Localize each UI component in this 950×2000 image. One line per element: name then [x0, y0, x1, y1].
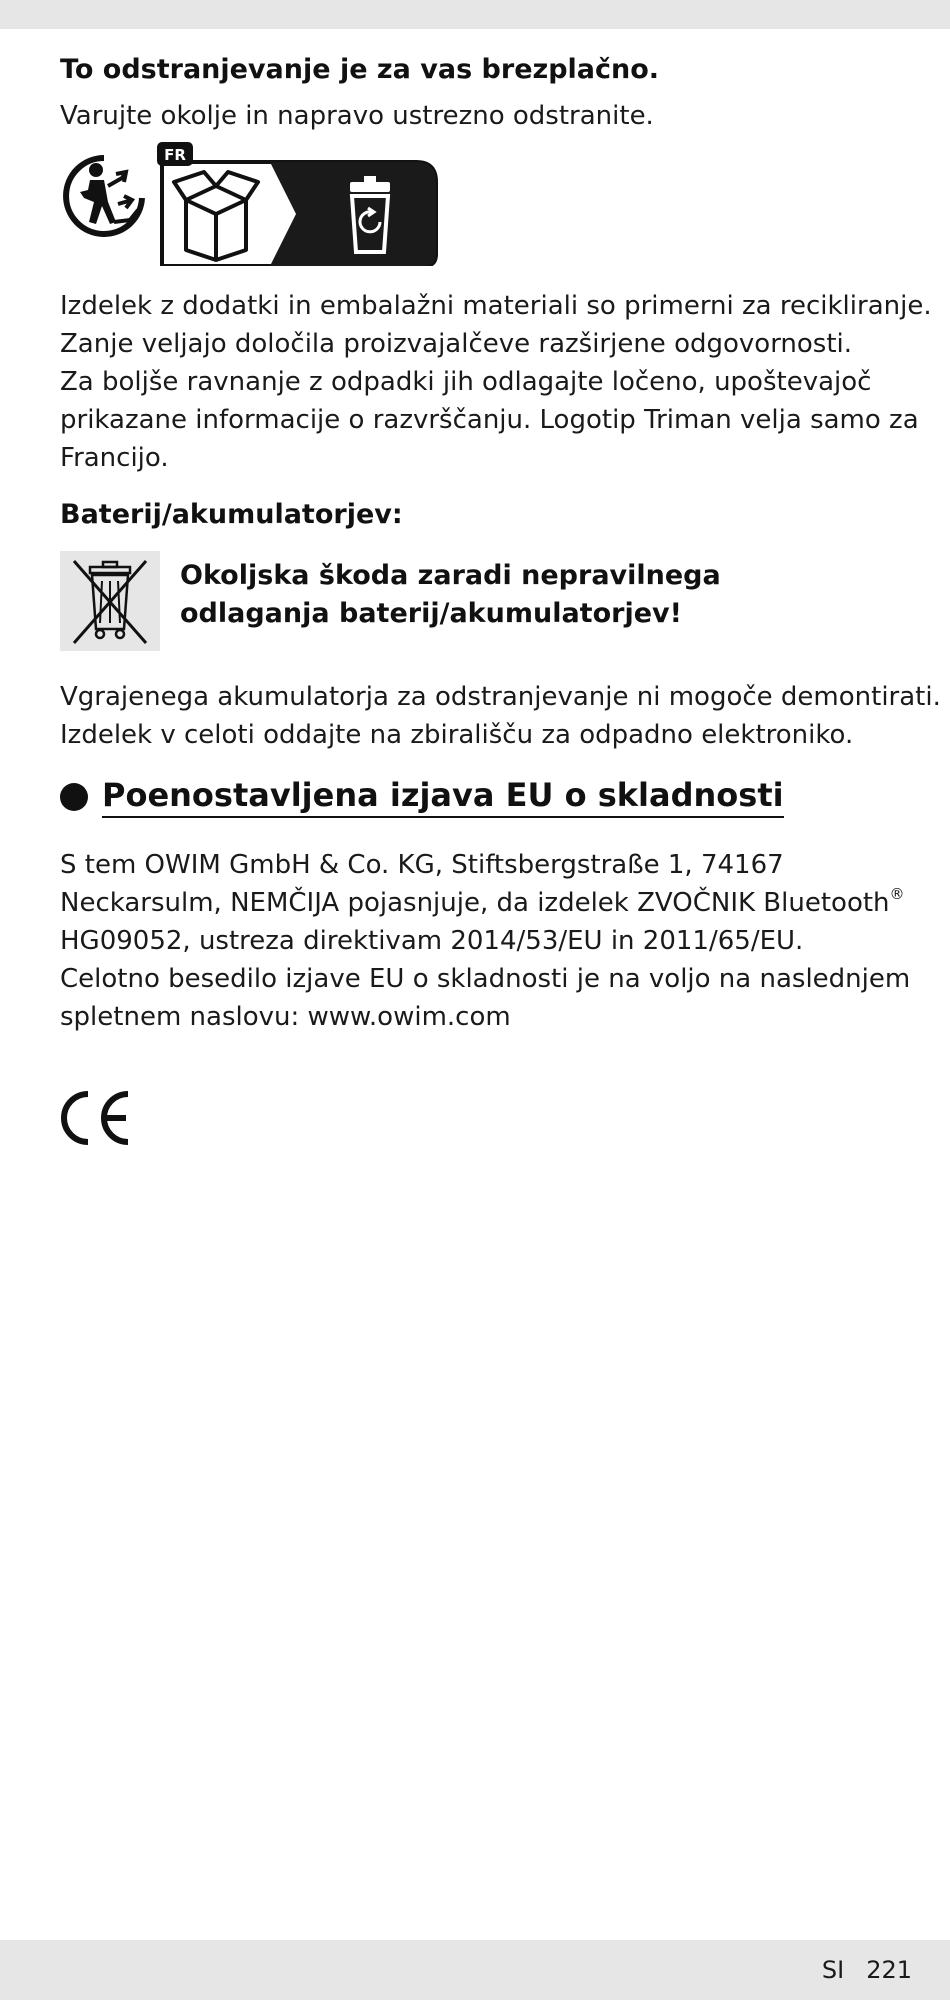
- recycling-info-line: Izdelek z dodatki in embalažni materiali so primerni za recikliranje.: [60, 291, 932, 321]
- battery-warning-line: Okoljska škoda zaradi nepravilnega: [180, 560, 721, 591]
- dispose-properly-line: Varujte okolje in napravo ustrezno odstranite.: [60, 101, 654, 131]
- conformity-section-heading: [60, 776, 784, 818]
- recycling-info-paragraph: [60, 287, 932, 477]
- battery-warning-line: odlaganja baterij/akumulatorjev!: [180, 598, 682, 629]
- bullet-icon: [60, 783, 88, 811]
- crossed-out-bin-icon: [60, 551, 160, 651]
- recycling-info-line: Za boljše ravnanje z odpadki jih odlagajte ločeno, upoštevajoč: [60, 367, 872, 397]
- registered-mark: ®: [889, 885, 905, 904]
- recycling-info-line: Zanje veljajo določila proizvajalčeve razširjene odgovornosti.: [60, 329, 853, 359]
- conformity-line: [60, 884, 905, 922]
- battery-info-line: Vgrajenega akumulatorja za odstranjevanje ni mogoče demontirati.: [60, 682, 941, 712]
- triman-logo-icon: [154, 142, 440, 266]
- conformity-line-text: Neckarsulm, NEMČIJA pojasnjuje, da izdelek ZVOČNIK Bluetooth: [60, 888, 890, 918]
- top-bar: [0, 0, 950, 29]
- batteries-heading: Baterij/akumulatorjev:: [60, 499, 403, 530]
- conformity-line: HG09052, ustreza direktivam 2014/53/EU in 2011/65/EU.: [60, 926, 804, 956]
- triman-country-label: FR: [164, 146, 186, 164]
- language-code: SI: [821, 1956, 845, 1984]
- crossed-bin-icon-box: [60, 551, 160, 651]
- battery-info-line: Izdelek v celoti oddajte na zbirališču za odpadno elektroniko.: [60, 720, 854, 750]
- conformity-line: Celotno besedilo izjave EU o skladnosti je na voljo na naslednjem: [60, 964, 911, 994]
- recycling-info-line: Francijo.: [60, 443, 169, 473]
- conformity-line: spletnem naslovu: www.owim.com: [60, 1002, 511, 1032]
- conformity-paragraph: [60, 846, 911, 1036]
- page-number: 221: [866, 1956, 912, 1984]
- ce-mark-icon: [60, 1090, 132, 1146]
- dispose-properly-text: [60, 97, 900, 135]
- conformity-line: S tem OWIM GmbH & Co. KG, Stiftsbergstraße 1, 74167: [60, 850, 784, 880]
- recycling-info-line: prikazane informacije o razvrščanju. Logotip Triman velja samo za: [60, 405, 919, 435]
- bottom-bar: [0, 1940, 950, 2000]
- conformity-title: Poenostavljena izjava EU o skladnosti: [102, 776, 784, 818]
- battery-warning-text: [180, 557, 721, 633]
- recycling-person-icon: [60, 152, 148, 242]
- page-footer: [822, 1948, 912, 1992]
- free-disposal-notice: To odstranjevanje je za vas brezplačno.: [60, 54, 660, 85]
- battery-info-paragraph: [60, 678, 941, 754]
